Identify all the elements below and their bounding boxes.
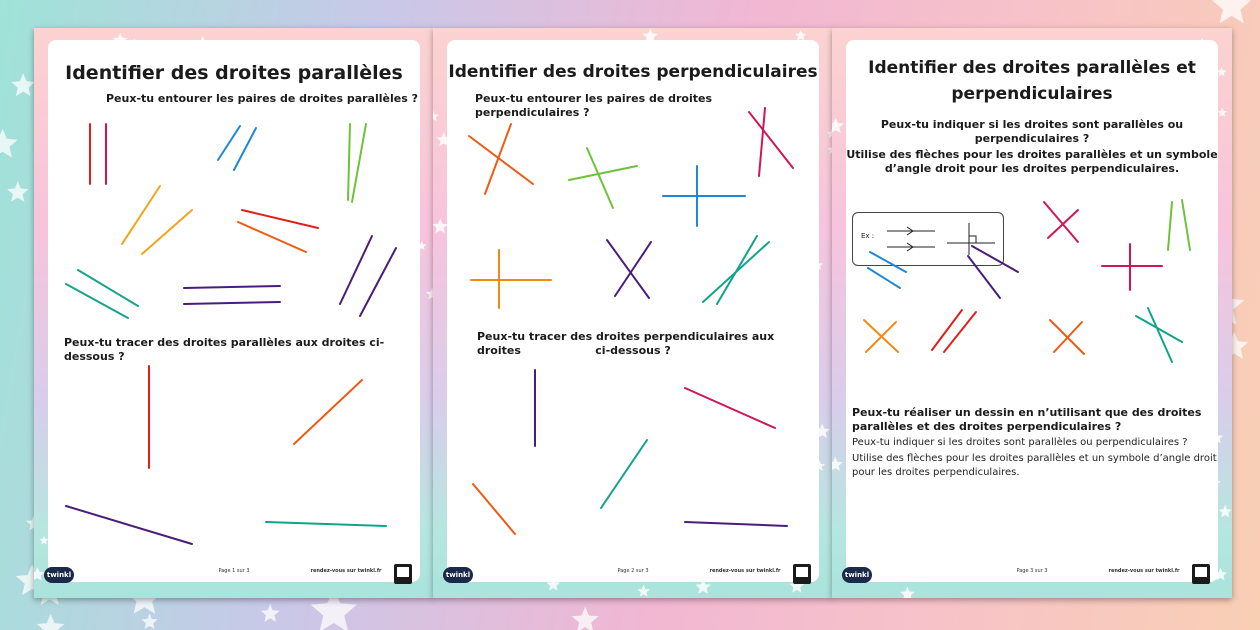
twinkl-logo: twinkl	[842, 567, 872, 583]
qr-code-icon	[1192, 564, 1210, 584]
line-segment	[218, 126, 240, 160]
line-segment	[749, 112, 793, 168]
question-draw-parallel: Peux-tu tracer des droites parallèles aux droites ci-dessous ?	[64, 336, 385, 363]
line-segment	[142, 210, 192, 254]
line-segment	[485, 124, 511, 194]
worksheet-page-3	[832, 28, 1232, 598]
line-segment	[473, 484, 515, 534]
worksheet-page-2	[433, 28, 833, 598]
line-segment	[122, 186, 160, 244]
line-segment	[685, 522, 787, 526]
question-circle-parallel: Peux-tu entourer les paires de droites parallèles ?	[106, 92, 418, 105]
line-segment	[184, 286, 280, 288]
worksheet-sheet	[846, 40, 1218, 582]
worksheet-page-1	[34, 28, 434, 598]
page-footer	[832, 564, 1232, 594]
page-title-line1: Identifier des droites parallèles et	[868, 58, 1196, 78]
line-segments	[846, 40, 1218, 582]
line-segment	[340, 236, 372, 304]
line-segment	[78, 270, 138, 306]
line-segment	[685, 388, 775, 428]
line-segment	[294, 380, 362, 444]
line-segment	[607, 240, 649, 298]
line-segment	[238, 222, 306, 252]
page-number: Page 3 sur 3	[1016, 568, 1048, 574]
qr-code-icon	[793, 564, 811, 584]
line-segments	[48, 40, 420, 582]
line-segment	[266, 522, 386, 526]
worksheet-sheet	[48, 40, 420, 582]
line-segment	[870, 252, 906, 272]
paragraph-text: pour les droites perpendiculaires.	[852, 467, 1020, 478]
line-segment	[601, 440, 647, 508]
page-title: Identifier des droites perpendiculaires	[448, 62, 818, 82]
line-segment	[1182, 200, 1190, 250]
twinkl-logo: twinkl	[44, 567, 74, 583]
line-segment	[1168, 202, 1172, 250]
page-footer	[433, 564, 833, 594]
page-number: Page 2 sur 3	[617, 568, 649, 574]
footer-link[interactable]: rendez-vous sur twinkl.fr	[310, 568, 382, 574]
question-circle-perpendicular: Peux-tu entourer les paires de droites perpendiculaires ?	[475, 92, 713, 119]
line-segment	[242, 210, 318, 228]
line-segment	[972, 246, 1018, 272]
line-segment	[944, 312, 976, 352]
line-segment	[868, 268, 900, 288]
line-segment	[234, 128, 256, 170]
page-title: Identifier des droites parallèles	[65, 62, 403, 84]
qr-code-icon	[394, 564, 412, 584]
line-segment	[469, 136, 533, 184]
footer-link[interactable]: rendez-vous sur twinkl.fr	[709, 568, 781, 574]
line-segment	[66, 506, 192, 544]
footer-link[interactable]: rendez-vous sur twinkl.fr	[1108, 568, 1180, 574]
paragraph-text: Utilise des flèches pour les droites parallèles et un symbole d’angle droit	[852, 453, 1217, 464]
page-title-line2: perpendiculaires	[951, 84, 1113, 104]
line-segment	[1136, 316, 1182, 342]
twinkl-logo: twinkl	[443, 567, 473, 583]
line-segments	[447, 40, 819, 582]
line-segment	[360, 248, 396, 316]
line-segment	[348, 124, 350, 200]
line-segment	[66, 284, 128, 318]
line-segment	[759, 108, 765, 176]
line-segment	[1048, 210, 1078, 238]
page-number: Page 1 sur 3	[218, 568, 250, 574]
instruction-line: d’angle droit pour les droites perpendiculaires.	[884, 162, 1180, 175]
line-segment	[968, 256, 1000, 298]
line-segment	[184, 302, 280, 304]
line-segment	[587, 148, 613, 208]
instruction-line: perpendiculaires ?	[974, 132, 1090, 145]
question-draw-perpendicular-line1: Peux-tu tracer des droites perpendiculaires aux droites	[477, 330, 775, 357]
line-segment	[717, 236, 757, 304]
page-footer	[34, 564, 434, 594]
question-drawing: Peux-tu réaliser un dessin en n’utilisant que des droites	[852, 406, 1202, 419]
question-drawing: parallèles et des droites perpendiculaires ?	[852, 420, 1122, 433]
line-segment	[615, 242, 651, 296]
instruction-line: Utilise des flèches pour les droites parallèles et un symbole	[846, 148, 1218, 161]
line-segment	[569, 166, 637, 180]
worksheet-sheet	[447, 40, 819, 582]
example-label: Ex :	[861, 232, 875, 240]
paragraph-text: Peux-tu indiquer si les droites sont parallèles ou perpendiculaires ?	[852, 437, 1188, 448]
question-draw-perpendicular-line2: ci-dessous ?	[595, 344, 671, 357]
instruction-line: Peux-tu indiquer si les droites sont parallèles ou	[880, 118, 1184, 131]
line-segment	[932, 310, 962, 350]
line-segment	[352, 124, 366, 202]
